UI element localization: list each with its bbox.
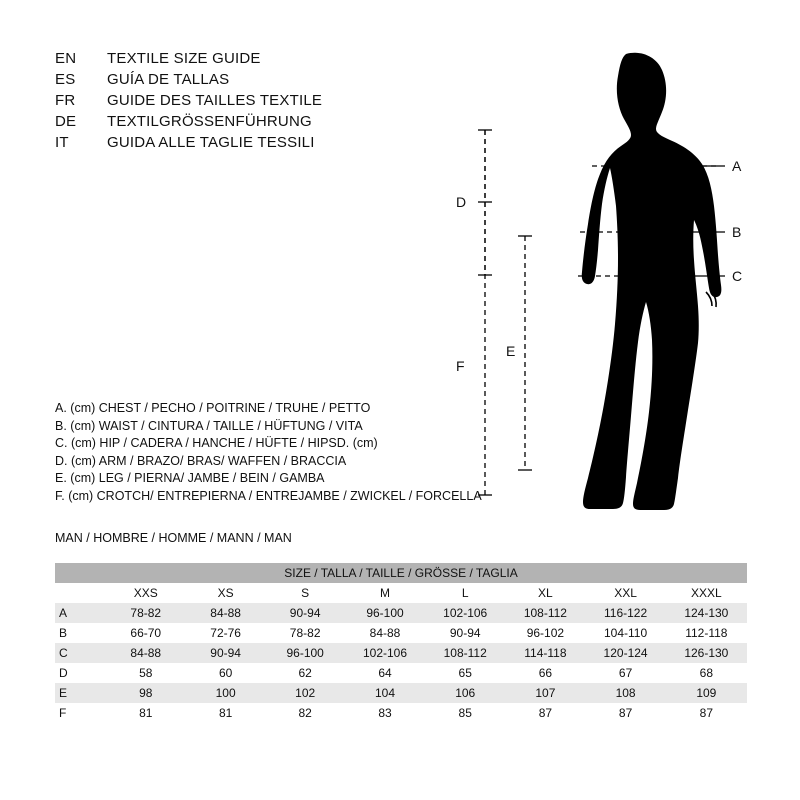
cell-d-xxxl: 68 bbox=[666, 663, 747, 683]
col-header-xxxl: XXXL bbox=[666, 583, 747, 603]
cell-e-xxs: 98 bbox=[106, 683, 186, 703]
row-label-b: B bbox=[55, 623, 106, 643]
cell-a-xxs: 78-82 bbox=[106, 603, 186, 623]
callout-a: A bbox=[732, 158, 742, 174]
cell-c-xl: 114-118 bbox=[505, 643, 585, 663]
cell-e-l: 106 bbox=[425, 683, 505, 703]
cell-a-l: 102-106 bbox=[425, 603, 505, 623]
col-header-m: M bbox=[345, 583, 425, 603]
cell-e-m: 104 bbox=[345, 683, 425, 703]
cell-d-xxs: 58 bbox=[106, 663, 186, 683]
legend-line-a: A. (cm) CHEST / PECHO / POITRINE / TRUHE / PETTO bbox=[55, 401, 371, 415]
table-row bbox=[55, 683, 747, 703]
language-title-it: GUIDA ALLE TAGLIE TESSILI bbox=[107, 134, 315, 151]
cell-f-xs: 81 bbox=[186, 703, 266, 723]
language-row-fr bbox=[55, 92, 475, 113]
col-header-blank bbox=[55, 583, 106, 603]
language-code-de: DE bbox=[55, 113, 77, 130]
cell-a-m: 96-100 bbox=[345, 603, 425, 623]
cell-b-xl: 96-102 bbox=[505, 623, 585, 643]
cell-c-m: 102-106 bbox=[345, 643, 425, 663]
language-code-it: IT bbox=[55, 134, 69, 151]
table-row bbox=[55, 643, 747, 663]
callout-b: B bbox=[732, 224, 742, 240]
language-title-en: TEXTILE SIZE GUIDE bbox=[107, 50, 261, 67]
callout-e: E bbox=[506, 343, 516, 359]
cell-b-l: 90-94 bbox=[425, 623, 505, 643]
cell-c-l: 108-112 bbox=[425, 643, 505, 663]
cell-f-xxxl: 87 bbox=[666, 703, 747, 723]
cell-d-xs: 60 bbox=[186, 663, 266, 683]
cell-f-xl: 87 bbox=[505, 703, 585, 723]
language-title-fr: GUIDE DES TAILLES TEXTILE bbox=[107, 92, 323, 109]
cell-c-xxs: 84-88 bbox=[106, 643, 186, 663]
row-label-f: F bbox=[55, 703, 106, 723]
cell-d-m: 64 bbox=[345, 663, 425, 683]
row-label-a: A bbox=[55, 603, 106, 623]
cell-b-xxxl: 112-118 bbox=[666, 623, 747, 643]
cell-b-xs: 72-76 bbox=[186, 623, 266, 643]
language-row-es bbox=[55, 71, 475, 92]
cell-e-xxxl: 109 bbox=[666, 683, 747, 703]
size-table-wrap bbox=[55, 563, 747, 723]
language-title-es: GUÍA DE TALLAS bbox=[107, 71, 230, 88]
guide-bracket-e bbox=[518, 236, 532, 470]
language-row-de bbox=[55, 113, 475, 134]
legend-line-f: F. (cm) CROTCH/ ENTREPIERNA / ENTREJAMBE / ZWICKEL / FORCELLA bbox=[55, 488, 482, 503]
cell-f-m: 83 bbox=[345, 703, 425, 723]
gender-label: MAN / HOMBRE / HOMME / MANN / MAN bbox=[55, 531, 292, 545]
cell-f-xxs: 81 bbox=[106, 703, 186, 723]
table-row bbox=[55, 703, 747, 723]
guide-bracket-f bbox=[478, 130, 492, 495]
cell-a-xxl: 116-122 bbox=[585, 603, 665, 623]
col-header-xs: XS bbox=[186, 583, 266, 603]
col-header-xl: XL bbox=[505, 583, 585, 603]
cell-e-xxl: 108 bbox=[585, 683, 665, 703]
cell-f-s: 82 bbox=[265, 703, 345, 723]
cell-c-xxxl: 126-130 bbox=[666, 643, 747, 663]
male-silhouette-icon bbox=[582, 53, 722, 510]
callout-c: C bbox=[732, 268, 743, 284]
cell-d-l: 65 bbox=[425, 663, 505, 683]
table-row bbox=[55, 623, 747, 643]
language-title-block bbox=[55, 50, 475, 155]
table-row bbox=[55, 603, 747, 623]
language-row-it bbox=[55, 134, 475, 155]
cell-d-s: 62 bbox=[265, 663, 345, 683]
cell-b-s: 78-82 bbox=[265, 623, 345, 643]
cell-e-xs: 100 bbox=[186, 683, 266, 703]
col-header-xxs: XXS bbox=[106, 583, 186, 603]
legend-line-b: B. (cm) WAIST / CINTURA / TAILLE / HÜFTUNG / VITA bbox=[55, 418, 363, 433]
col-header-l: L bbox=[425, 583, 505, 603]
cell-c-xxl: 120-124 bbox=[585, 643, 665, 663]
cell-e-s: 102 bbox=[265, 683, 345, 703]
cell-a-xs: 84-88 bbox=[186, 603, 266, 623]
cell-c-s: 96-100 bbox=[265, 643, 345, 663]
row-label-e: E bbox=[55, 683, 106, 703]
language-code-fr: FR bbox=[55, 92, 76, 109]
row-label-d: D bbox=[55, 663, 106, 683]
size-table bbox=[55, 563, 747, 723]
col-header-s: S bbox=[265, 583, 345, 603]
cell-e-xl: 107 bbox=[505, 683, 585, 703]
cell-a-s: 90-94 bbox=[265, 603, 345, 623]
legend-line-c: C. (cm) HIP / CADERA / HANCHE / HÜFTE / HIPSD. (cm) bbox=[55, 436, 378, 450]
language-row-en bbox=[55, 50, 475, 71]
cell-f-l: 85 bbox=[425, 703, 505, 723]
callout-f: F bbox=[456, 358, 465, 374]
cell-a-xl: 108-112 bbox=[505, 603, 585, 623]
table-header-row bbox=[55, 563, 747, 583]
col-header-xxl: XXL bbox=[585, 583, 665, 603]
cell-d-xl: 66 bbox=[505, 663, 585, 683]
language-code-en: EN bbox=[55, 50, 77, 67]
language-code-es: ES bbox=[55, 71, 76, 88]
row-label-c: C bbox=[55, 643, 106, 663]
cell-b-m: 84-88 bbox=[345, 623, 425, 643]
table-row bbox=[55, 663, 747, 683]
body-diagram bbox=[430, 40, 760, 520]
cell-b-xxs: 66-70 bbox=[106, 623, 186, 643]
table-column-header-row bbox=[55, 583, 747, 603]
cell-d-xxl: 67 bbox=[585, 663, 665, 683]
cell-c-xs: 90-94 bbox=[186, 643, 266, 663]
table-header-label: SIZE / TALLA / TAILLE / GRÖSSE / TAGLIA bbox=[55, 563, 747, 583]
language-title-de: TEXTILGRÖSSENFÜHRUNG bbox=[107, 113, 312, 130]
legend-line-e: E. (cm) LEG / PIERNA/ JAMBE / BEIN / GAMBA bbox=[55, 471, 325, 485]
legend-line-d: D. (cm) ARM / BRAZO/ BRAS/ WAFFEN / BRACCIA bbox=[55, 453, 347, 468]
cell-a-xxxl: 124-130 bbox=[666, 603, 747, 623]
cell-b-xxl: 104-110 bbox=[585, 623, 665, 643]
callout-d: D bbox=[456, 194, 467, 210]
cell-f-xxl: 87 bbox=[585, 703, 665, 723]
